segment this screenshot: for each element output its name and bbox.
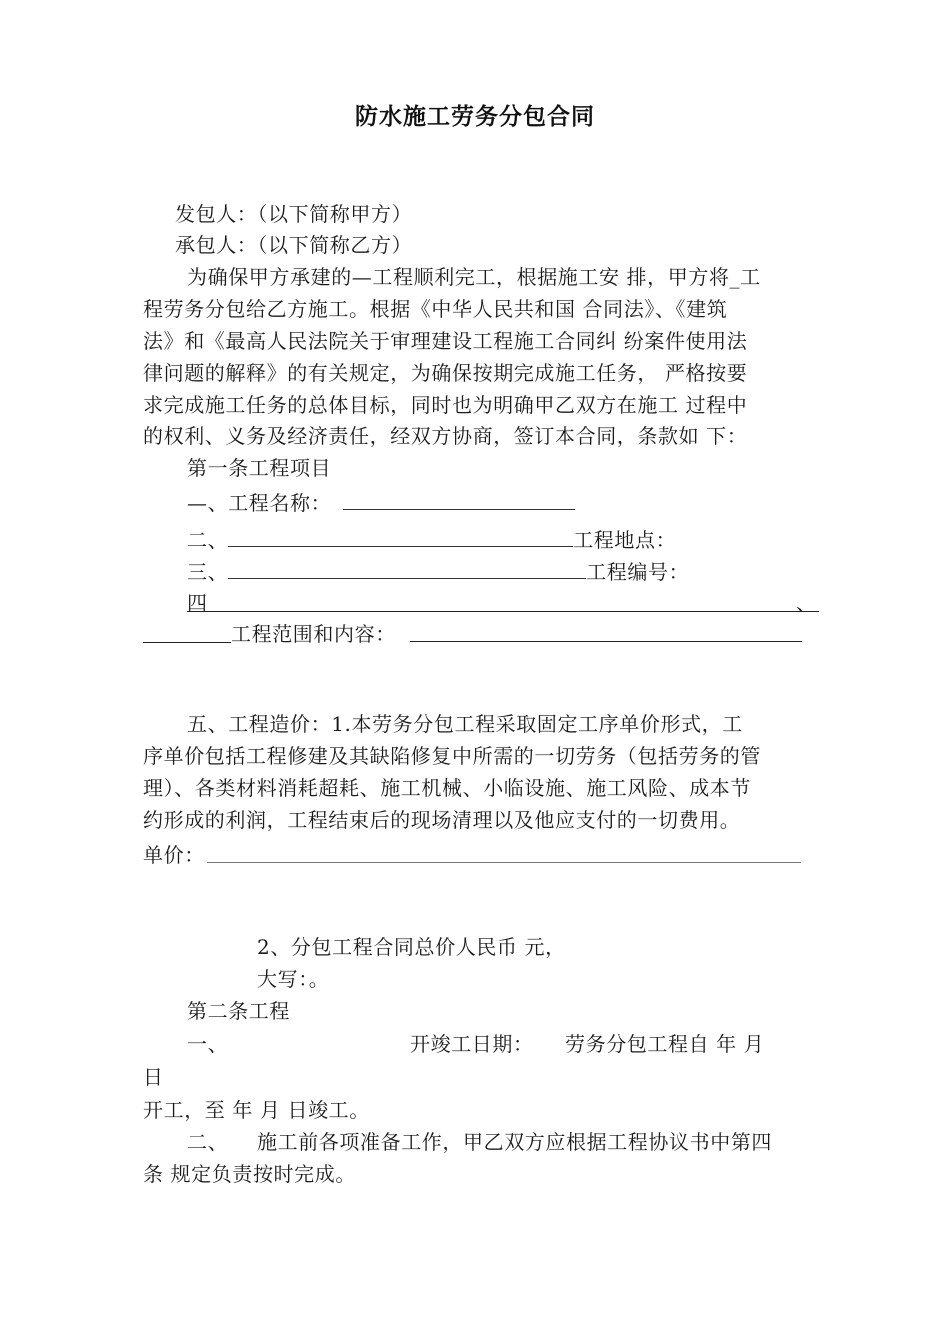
project-name-row	[187, 487, 575, 518]
scope-blank	[410, 641, 802, 642]
intro-line-2: 程劳务分包给乙方施工。根据《中华人民共和国 合同法》、《建筑	[143, 297, 728, 321]
project-location-blank	[228, 524, 573, 547]
art2-item2-text: 施工前各项准备工作，甲乙双方应根据工程协议书中第四	[257, 1130, 772, 1154]
article-2-heading: 第二条工程	[187, 999, 290, 1023]
intro-line-5: 求完成施工任务的总体目标，同时也为明确甲乙双方在施工 过程中	[143, 393, 748, 417]
project-number-row	[187, 556, 689, 587]
project-number-prefix: 三、	[187, 560, 229, 584]
total-price-line: 2、分包工程合同总价人民币 元，	[257, 935, 566, 959]
document-title: 防水施工劳务分包合同	[355, 103, 595, 130]
price-line-2: 序单价包括工程修建及其缺陷修复中所需的一切劳务（包括劳务的管	[143, 744, 761, 768]
intro-line-3: 法》和《最高人民法院关于审理建设工程施工合同纠 纷案件使用法	[143, 329, 748, 353]
project-name-label: —、工程名称：	[187, 491, 332, 515]
item-4-prefix: 四	[187, 591, 208, 615]
art2-item1-end: 开工，至 年 月 日竣工。	[143, 1098, 370, 1122]
amount-in-words-line: 大写：。	[257, 967, 330, 991]
project-location-row	[187, 524, 676, 555]
art2-item1-prefix: 一、	[187, 1032, 229, 1056]
project-name-blank	[343, 487, 575, 510]
unit-price-label: 单价：	[143, 843, 205, 867]
item-4-suffix: 、	[796, 591, 817, 615]
price-line-1: 五、工程造价：1.本劳务分包工程采取固定工序单价形式，工	[187, 712, 743, 736]
project-number-blank	[228, 556, 586, 579]
intro-line-4: 律问题的解释》的有关规定，为确保按期完成施工任务， 严格按要	[143, 361, 748, 385]
art2-item1-day: 日	[143, 1065, 164, 1089]
article-1-heading: 第一条工程项目	[187, 456, 332, 480]
price-line-3: 理）、各类材料消耗超耗、施工机械、小临设施、施工风险、成本节	[143, 776, 751, 800]
employer-line: 发包人：（以下简称甲方）	[175, 202, 413, 226]
intro-line-1: 为确保甲方承建的—工程顺利完工，根据施工安 排，甲方将_工	[187, 265, 761, 289]
scope-label: 工程范围和内容：	[231, 622, 396, 646]
item-4-underline	[187, 611, 819, 612]
scope-leading-rule	[143, 642, 231, 643]
project-location-label: 工程地点：	[573, 528, 677, 552]
intro-line-6: 的权利、义务及经济责任，经双方协商，签订本合同，条款如 下：	[143, 424, 748, 448]
price-line-4: 约形成的利润，工程结束后的现场清理以及他应支付的一切费用。	[143, 808, 741, 832]
art2-item1-text: 劳务分包工程自 年 月	[565, 1032, 765, 1056]
unit-price-blank	[207, 862, 801, 863]
art2-item2-cont: 条 规定负责按时完成。	[143, 1162, 356, 1186]
scope-row	[231, 619, 396, 649]
art2-item2-prefix: 二、	[187, 1130, 229, 1154]
project-location-prefix: 二、	[187, 528, 229, 552]
contractor-line: 承包人：（以下简称乙方）	[175, 233, 413, 257]
project-number-label: 工程编号：	[586, 560, 690, 584]
art2-item1-label: 开竣工日期：	[410, 1032, 534, 1056]
